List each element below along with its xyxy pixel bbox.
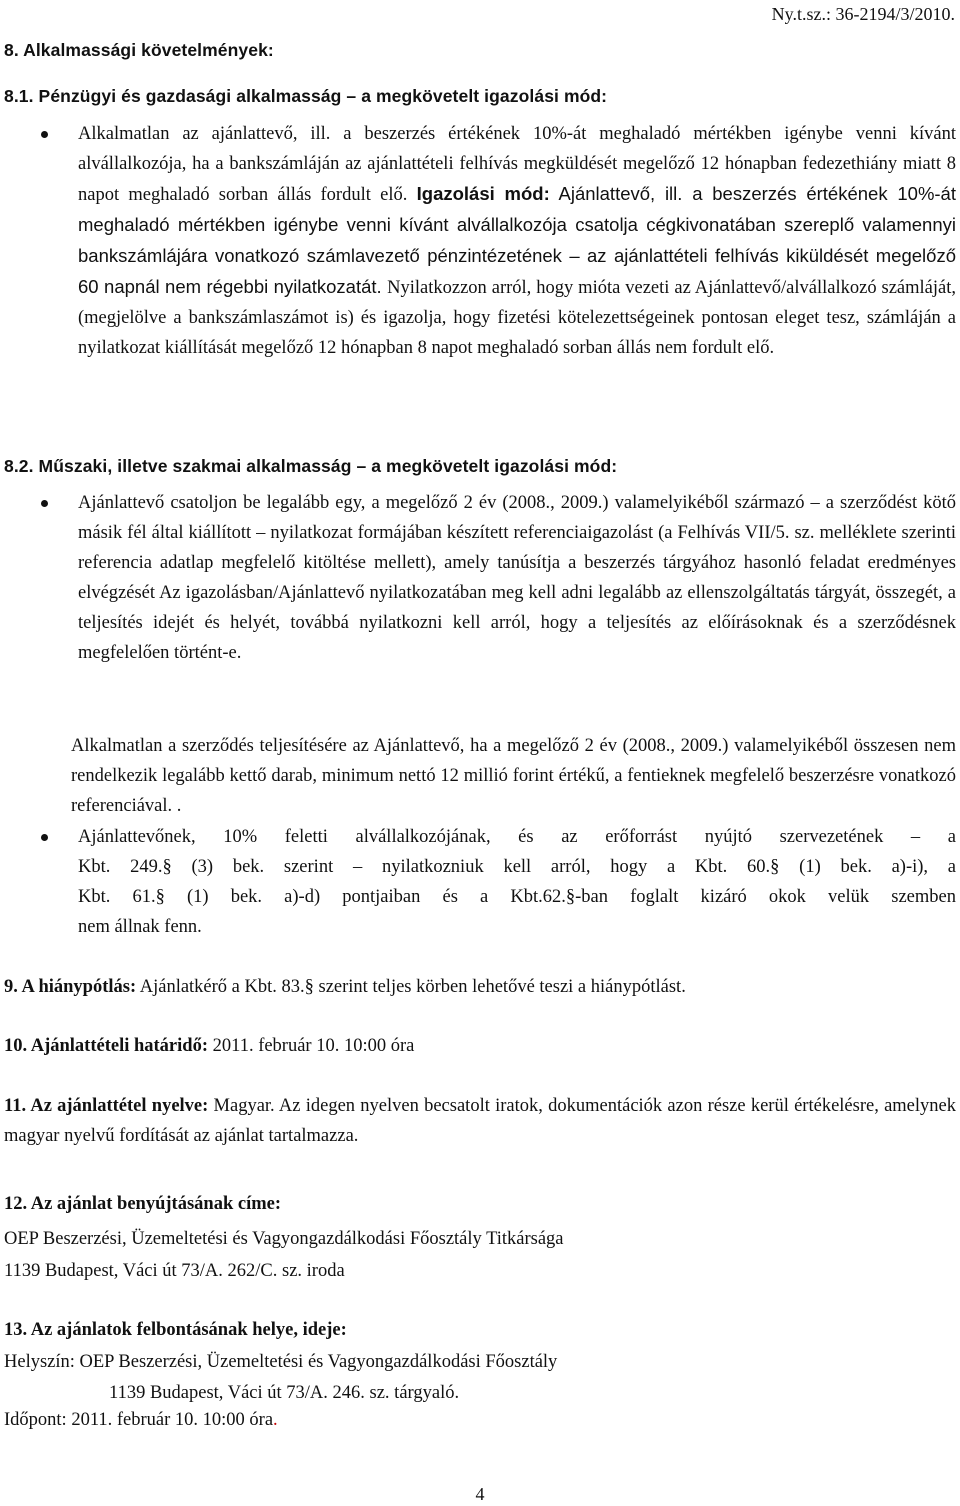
opening-time-text: Időpont: 2011. február 10. 10:00 óra	[4, 1410, 274, 1430]
opening-address-line: 1139 Budapest, Váci út 73/A. 246. sz. tárgyaló.	[109, 1383, 460, 1403]
exclusion-line-2: Kbt. 249.§ (3) bek. szerint – nyilatkozniuk kell arról, hogy a Kbt. 60.§ (1) bek. a)-i), a	[78, 857, 956, 877]
section-13-label: 13. Az ajánlatok felbontásának helye, ideje:	[4, 1320, 347, 1340]
opening-time-line	[4, 1410, 278, 1431]
verification-method-label: Igazolási mód:	[416, 183, 550, 204]
bullet-financial-requirement	[78, 119, 956, 363]
exclusion-line-1: Ajánlattevőnek, 10% feletti alvállalkozójának, és az erőforrást nyújtó szervezetének – a	[78, 827, 956, 847]
exclusion-line-4: nem állnak fenn.	[78, 917, 202, 937]
bullet-exclusion-declaration	[78, 822, 956, 942]
section-10-text: 2011. február 10. 10:00 óra	[208, 1036, 415, 1056]
section-8-2-title: 8.2. Műszaki, illetve szakmai alkalmasság – a megkövetelt igazolási mód:	[4, 456, 618, 476]
exclusion-line-3: Kbt. 61.§ (1) bek. a)-d) pontjaiban és a Kbt.62.§-ban foglalt kizáró okok velük szemben	[78, 887, 956, 907]
submission-address-line-1: OEP Beszerzési, Üzemeltetési és Vagyongazdálkodási Főosztály Titkársága	[4, 1229, 564, 1249]
section-11-text: Magyar. Az idegen nyelven becsatolt iratok, dokumentációk azon része kerül értékelésre, amelynek magyar nyelvű fordítását az ajánlat tartalmazza.	[4, 1096, 956, 1146]
bullet-dot	[41, 500, 48, 507]
verification-method-text: Ajánlattevő, ill. a beszerzés értékének 10%-át meghaladó mértékben igénybe venni kívánt alvállalkozója csatolja cégkivonatában szereplő valamennyi bankszámlájára vonatkozó számlavezető pénzintézetének – az ajánlattételi felhívás kiküldését megelőző 60 napnál nem régebbi nyilatkozatát.	[78, 183, 956, 297]
section-12-label: 12. Az ajánlat benyújtásának címe:	[4, 1194, 281, 1214]
section-8-1-title: 8.1. Pénzügyi és gazdasági alkalmasság – a megkövetelt igazolási mód:	[4, 86, 608, 106]
section-9-text: Ajánlatkérő a Kbt. 83.§ szerint teljes körben lehetővé teszi a hiánypótlást.	[136, 977, 686, 997]
section-9-label: 9. A hiánypótlás:	[4, 977, 137, 997]
section-8-title: 8. Alkalmassági követelmények:	[4, 40, 274, 60]
bullet-dot	[41, 834, 48, 841]
section-10-label: 10. Ajánlattételi határidő:	[4, 1036, 208, 1056]
financial-requirement-text: Alkalmatlan az ajánlattevő, ill. a beszerzés értékének 10%-át meghaladó mértékben igénybe venni kívánt alvállalkozója, ha a bankszámláján az ajánlattételi felhívás megküldését megelőző 12 hónapban fedezethiány miatt 8 napot meghaladó sorban állás fordult elő.	[78, 124, 956, 205]
opening-time-period: .	[273, 1410, 278, 1430]
section-9	[4, 977, 686, 998]
bullet-dot	[41, 131, 48, 138]
bullet-technical-requirement: Ajánlattevő csatoljon be legalább egy, a megelőző 2 év (2008., 2009.) valamelyikéből származó – a szerződést kötő másik fél által kiállított – nyilatkozat formájában készített referenciaigazolást (a Felhívás VII/5. sz. melléklete szerinti referencia adatlap megfelelő kitöltése mellett), amely tanúsítja a beszerzés tárgyához hasonló feladat eredményes elvégzését Az igazolásban/Ajánlattevő nyilatkozatában meg kell adni legalább az ellenszolgáltatás tárgyát, összegét, a teljesítés idejét és helyét, továbbá nyilatkozni kell arról, hogy a teljesítés az előírásoknak és a szerződésnek megfelelően történt-e.	[78, 493, 956, 663]
section-10	[4, 1036, 414, 1057]
document-reference-number: Ny.t.sz.: 36-2194/3/2010.	[771, 4, 955, 24]
section-11	[4, 1091, 956, 1151]
submission-address-line-2: 1139 Budapest, Váci út 73/A. 262/C. sz. iroda	[4, 1261, 345, 1281]
page-number: 4	[475, 1484, 485, 1504]
section-11-label: 11. Az ajánlattétel nyelve:	[4, 1096, 209, 1116]
opening-location-line: Helyszín: OEP Beszerzési, Üzemeltetési és Vagyongazdálkodási Főosztály	[4, 1352, 558, 1372]
unsuitability-paragraph: Alkalmatlan a szerződés teljesítésére az Ajánlattevő, ha a megelőző 2 év (2008., 2009.) valamelyikéből összesen nem rendelkezik legalább kettő darab, minimum nettó 12 millió forint értékű, a fentieknek megfelelő beszerzésre vonatkozó referenciával. .	[71, 736, 956, 816]
declaration-text: Nyilatkozzon arról, hogy mióta vezeti az Ajánlattevő/alvállalkozó számláját, (megjelölve a bankszámlaszámot is) és igazolja, hogy fizetési kötelezettségeinek pontosan eleget tesz, számláján a nyilatkozat kiállítását megelőző 12 hónapban 8 napot meghaladó sorban állás nem fordult elő.	[78, 278, 956, 358]
